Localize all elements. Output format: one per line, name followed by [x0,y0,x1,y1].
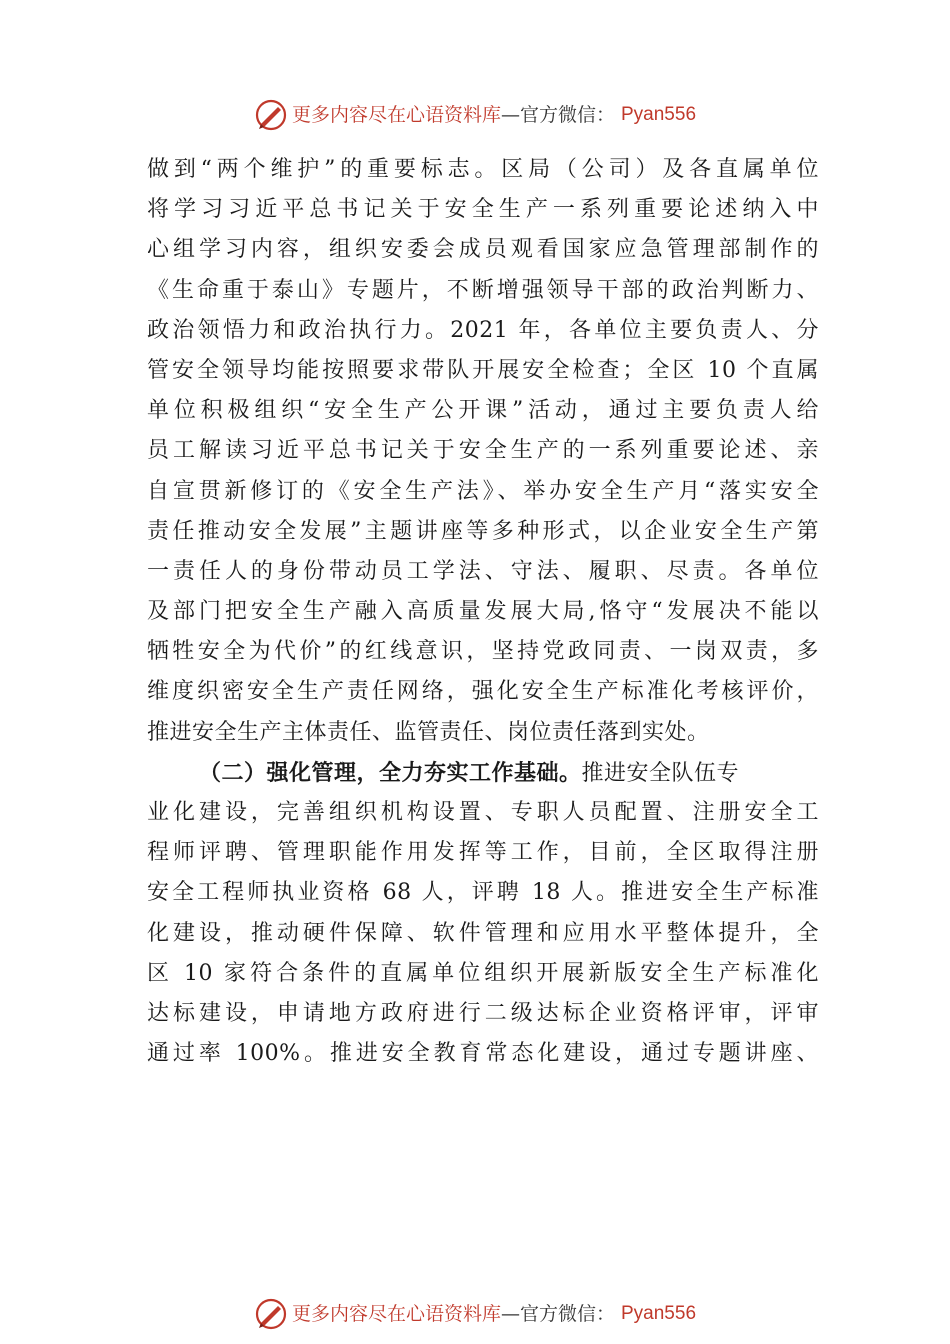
section-heading-rest: 推进安全队伍专 [581,760,740,786]
body-line: 通过率 100%。推进安全教育常态化建设，通过专题讲座、 [147,1041,819,1067]
body-line: 化建设，推动硬件保障、软件管理和应用水平整体提升，全 [147,920,819,946]
body-line: 将学习习近平总书记关于安全生产一系列重要论述纳入中 [147,197,819,223]
body-line: 业化建设，完善组织机构设置、专职人员配置、注册安全工 [147,800,819,825]
footer-banner [0,1297,950,1331]
body-line: 达标建设，申请地方政府进行二级达标企业资格评审，评审 [147,1000,819,1026]
footer-wechat-label: —官方微信： [500,1303,615,1325]
body-line: 程师评聘、管理职能作用发挥等工作，目前，全区取得注册 [147,840,819,866]
body-line: 政治领悟力和政治执行力。2021 年，各单位主要负责人、分 [147,317,819,343]
body-line: 管安全领导均能按照要求带队开展安全检查；全区 10 个直属 [147,357,819,383]
document-body [147,150,819,1074]
section-heading-line [147,753,819,793]
body-line: 单位积极组织“安全生产公开课”活动，通过主要负责人给 [147,398,819,424]
body-line: 责任推动安全发展”主题讲座等多种形式，以企业安全生产第 [147,518,819,544]
section-heading: （二）强化管理，全力夯实工作基础。 [199,759,582,786]
footer-wechat-id: Pyan556 [621,1303,697,1324]
body-line: 维度织密安全生产责任网络，强化安全生产标准化考核评价， [147,679,819,705]
pen-logo-icon [254,98,288,132]
body-line: 自宣贯新修订的《安全生产法》、举办安全生产月“落实安全 [147,478,819,504]
body-line: 心组学习内容，组织安委会成员观看国家应急管理部制作的 [147,237,819,263]
body-line: 一责任人的身份带动员工学法、守法、履职、尽责。各单位 [147,558,819,584]
body-line: 牺牲安全为代价”的红线意识，坚持党政同责、一岗双责，多 [147,639,819,665]
header-banner [0,98,950,132]
body-line: 《生命重于泰山》专题片，不断增强领导干部的政治判断力、 [147,277,819,303]
body-line: 及部门把安全生产融入高质量发展大局,恪守“发展决不能以 [147,599,819,625]
pen-logo-icon [254,1297,288,1331]
body-line: 安全工程师执业资格 68 人，评聘 18 人。推进安全生产标准 [147,880,819,906]
body-line: 推进安全生产主体责任、监管责任、岗位责任落到实处。 [147,719,710,745]
body-line: 区 10 家符合条件的直属单位组织开展新版安全生产标准化 [147,960,819,986]
body-line: 员工解读习近平总书记关于安全生产的一系列重要论述、亲 [147,438,819,464]
body-line: 做到“两个维护”的重要标志。区局（公司）及各直属单位 [147,157,819,182]
footer-library-text: 更多内容尽在心语资料库 [291,1303,501,1325]
header-wechat-id: Pyan556 [621,104,697,125]
header-wechat-label: —官方微信： [500,104,615,126]
header-library-text: 更多内容尽在心语资料库 [291,104,501,126]
